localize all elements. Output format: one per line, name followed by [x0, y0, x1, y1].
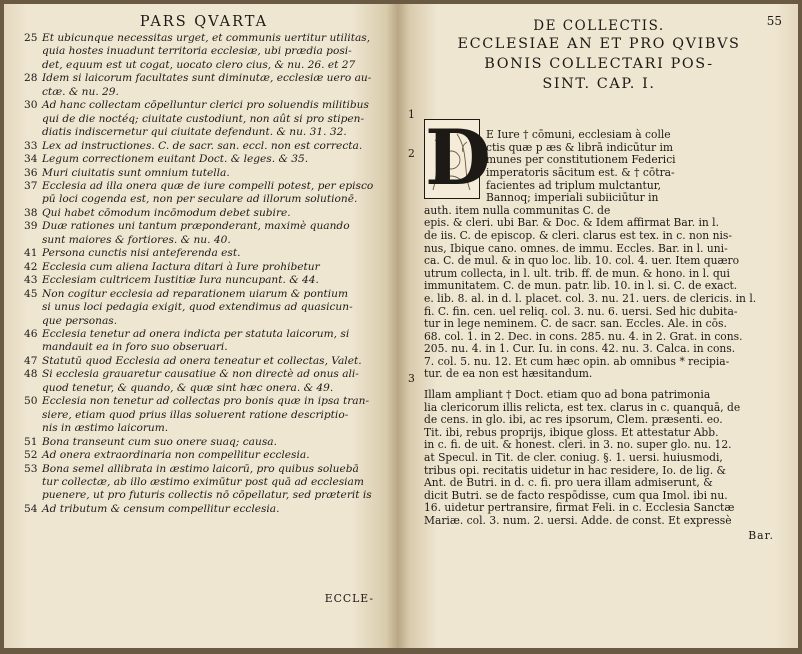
summary-list: [24, 32, 384, 516]
entry-number: 37: [24, 179, 38, 192]
chapter-title-line: BONIS COLLECTARI POS-: [484, 56, 714, 72]
paragraph-2: Illam ampliant † Doct. etiam quo ad bona patrimonia lia clericorum illis relicta, est tex. clarus in c. quanquā, de de cens. in glo. ibi, ac res ipsorum, Clem. præsenti. eo. Tit. ibi, rebus proprijs, ibique gloss. Et attestatur Abb. in c. fi. de uit. & honest. cleri. in 3. no. super glo. nu. 12. at Specul. in Tit. de cler. coniug. §. 1. uersi. huiusmodi, tribus opi. recitatis uidetur in hac residere, Io. de lig. & Ant. de Butri. in d. c. fi. pro uera illam admiserunt, & dicit Butri. se de facto respōdisse, cum qua Imol. ibi nu. 16. uidetur pertransire, firmat Feli. in c. Ecclesia Sanctæ Mariæ. col. 3. num. 2. uersi. Adde. de const. Et expressè: [424, 388, 741, 527]
decorated-initial: [424, 112, 491, 202]
summary-entry: [24, 220, 384, 247]
summary-entry: [24, 140, 384, 153]
entry-number: 51: [24, 435, 38, 448]
entry-text: Et ubicunque necessitas urget, et communis uertitur utilitas, quia hostes inuadunt territoria ecclesiæ, ubi prædia posi- det, equum est ut cogat, uocato clero cius, & nu. 26. et 27: [42, 32, 371, 71]
entry-text: Non cogitur ecclesia ad reparationem uiarum & pontium si unus loci pedagia exigit, quod extendimus ad quasicun- que personas.: [42, 287, 353, 327]
paragraph-1-text: E Iure † cōmuni, ecclesiam à colle ctis quæ p æs & librā indicūtur im munes per constitutionem Federici imperatoris sācitum est. & † cōtra- facientes ad triplum mulctantur, Bannoq; imperiali subiiciūtur in auth. item nulla communitas C. de epis. & cleri. ubi Bar. & Doc. & Idem affirmat Bar. in l. de iis. C. de episcop. & cleri. clarus est tex. in c. non nis- nus, Ibique cano. omnes. de immu. Eccles. Bar. in l. uni- ca. C. de mul. & in quo loc. lib. 10. col. 4. uer. Item quæro utrum collecta, in l. ult. trib. ff. de mun. & hono. in l. qui immunitatem. C. de mun. patr. lib. 10. in l. si. C. de exact. e. lib. 8. al. in d. l. placet. col. 3. nu. 21. uers. de clericis. in l. fi. C. fin. cen. uel reliq. col. 3. nu. 6. uersi. Sed hic dubita- tur in lege neminem. C. de sacr. san. Eccles. Ale. in cōs. 68. col. 1. in 2. Dec. in cons. 285. nu. 4. in 2. Grat. in cons. 205. nu. 4. in 1. Cur. Iu. in cons. 42. nu. 3. Calca. in cons. 7. col. 5. nu. 12. Et cum hæc opin. ab omnibus * recipia- tur. de ea non est hæsitandum.: [424, 128, 757, 381]
entry-number: 47: [24, 354, 38, 367]
summary-entry: [24, 32, 384, 72]
catchword-right: Bar.: [748, 528, 774, 542]
summary-entry: [24, 328, 384, 355]
entry-text: Ecclesiam cultricem Iustitiæ Iura nuncupant. & 44.: [42, 274, 319, 287]
catchword-left: ECCLE-: [324, 592, 374, 605]
entry-number: 45: [24, 287, 38, 300]
entry-number: 52: [24, 449, 38, 462]
summary-entry: [24, 72, 384, 99]
entry-text: Qui habet cōmodum incōmodum debet subire.: [42, 206, 291, 219]
entry-number: 42: [24, 260, 38, 273]
entry-text: Ecclesia tenetur ad onera indicta per statuta laicorum, si mandauit ea in foro suo obseruari.: [42, 327, 350, 354]
entry-text: Ecclesia ad illa onera quæ de iure compelli potest, per episco pū loci cogenda est, non per seculare ad illorum solutionē.: [42, 179, 374, 206]
dropcap-letter: D: [425, 112, 491, 202]
entry-text: Statutū quod Ecclesia ad onera teneatur et collectas, Valet.: [42, 354, 362, 367]
margin-number: 3: [408, 372, 415, 385]
entry-text: Persona cunctis nisi anteferenda est.: [42, 247, 241, 260]
entry-text: Ad onera extraordinaria non compellitur ecclesia.: [42, 449, 310, 462]
summary-entry: [24, 436, 384, 449]
entry-text: Bona transeunt cum suo onere suaq; causa.: [42, 435, 277, 448]
summary-entry: [24, 355, 384, 368]
summary-entry: [24, 503, 384, 516]
entry-text: Ecclesia cum aliena Iactura ditari à Iure prohibetur: [42, 260, 320, 273]
entry-number: 28: [24, 72, 38, 85]
entry-number: 41: [24, 247, 38, 260]
entry-number: 54: [24, 502, 38, 515]
header-row: [414, 14, 784, 34]
entry-number: 30: [24, 99, 38, 112]
running-head-left: PARS QVARTA: [139, 14, 269, 30]
entry-number: 33: [24, 139, 38, 152]
chapter-body: [408, 104, 784, 542]
entry-text: Legum correctionem euitant Doct. & leges. & 35.: [42, 153, 309, 166]
entry-text: Ad hanc collectam cōpelluntur clerici pro soluendis militibus qui de die noctéq; ciuitate custodiunt, non aût si pro stipen- diatis indiscernetur qui ciuitate defendunt. & nu. 31. 32.: [42, 99, 369, 139]
summary-entry: [24, 261, 384, 274]
summary-entry: [24, 368, 384, 395]
right-page: [398, 4, 798, 648]
entry-number: 46: [24, 327, 38, 340]
entry-number: 39: [24, 220, 38, 233]
summary-entry: [24, 153, 384, 166]
margin-number: 1: [408, 108, 415, 121]
entry-text: Ad tributum & censum compellitur ecclesia.: [42, 502, 280, 515]
summary-entry: [24, 449, 384, 462]
summary-entry: [24, 395, 384, 435]
entry-text: Duæ rationes uni tantum præponderant, maximè quando sunt maiores & fortiores. & nu. 40.: [42, 220, 350, 246]
summary-entry: [24, 207, 384, 220]
chapter-title: [414, 34, 784, 94]
entry-text: Ecclesia non tenetur ad collectas pro bonis quæ in ipsa tran- siere, etiam quod prius illas soluerent ratione descriptio- nis in æstimo laicorum.: [42, 395, 370, 435]
entry-text: Lex ad instructiones. C. de sacr. san. eccl. non est correcta.: [42, 139, 363, 152]
summary-entry: [24, 247, 384, 260]
chapter-title-line: ECCLESIAE AN ET PRO QVIBVS: [457, 36, 741, 52]
paragraph-1: [424, 104, 784, 381]
left-page: [4, 4, 398, 648]
margin-number: 2: [408, 147, 415, 160]
book-spread: [4, 4, 798, 648]
entry-number: 50: [24, 395, 38, 408]
entry-text: Muri ciuitatis sunt omnium tutella.: [42, 166, 230, 179]
entry-text: Bona semel allibrata in æstimo laicorū, pro quibus soluebā tur collectæ, ab illo æstimo eximūtur post quā ad ecclesiam puenere, ut pro futuris collectis nō cōpellatur, sed præterit is: [42, 462, 372, 502]
entry-number: 53: [24, 462, 38, 475]
entry-number: 36: [24, 166, 38, 179]
entry-text: Idem si laicorum facultates sunt diminutæ, ecclesiæ uero au- ctæ. & nu. 29.: [42, 72, 372, 98]
chapter-title-line: SINT. CAP. I.: [542, 76, 656, 92]
entry-number: 48: [24, 368, 38, 381]
entry-number: 38: [24, 206, 38, 219]
entry-number: 34: [24, 153, 38, 166]
summary-entry: [24, 180, 384, 207]
running-head-right: DE COLLECTIS.: [533, 18, 665, 34]
summary-entry: [24, 288, 384, 328]
entry-text: Si ecclesia grauaretur causatiue & non directè ad onus ali- quod tenetur, & quando, & quæ sint hæc onera. & 49.: [42, 368, 359, 394]
summary-entry: [24, 463, 384, 503]
summary-entry: [24, 274, 384, 287]
summary-entry: [24, 99, 384, 139]
summary-entry: [24, 167, 384, 180]
entry-number: 25: [24, 32, 38, 44]
page-number: 55: [766, 14, 782, 28]
entry-number: 43: [24, 274, 38, 287]
